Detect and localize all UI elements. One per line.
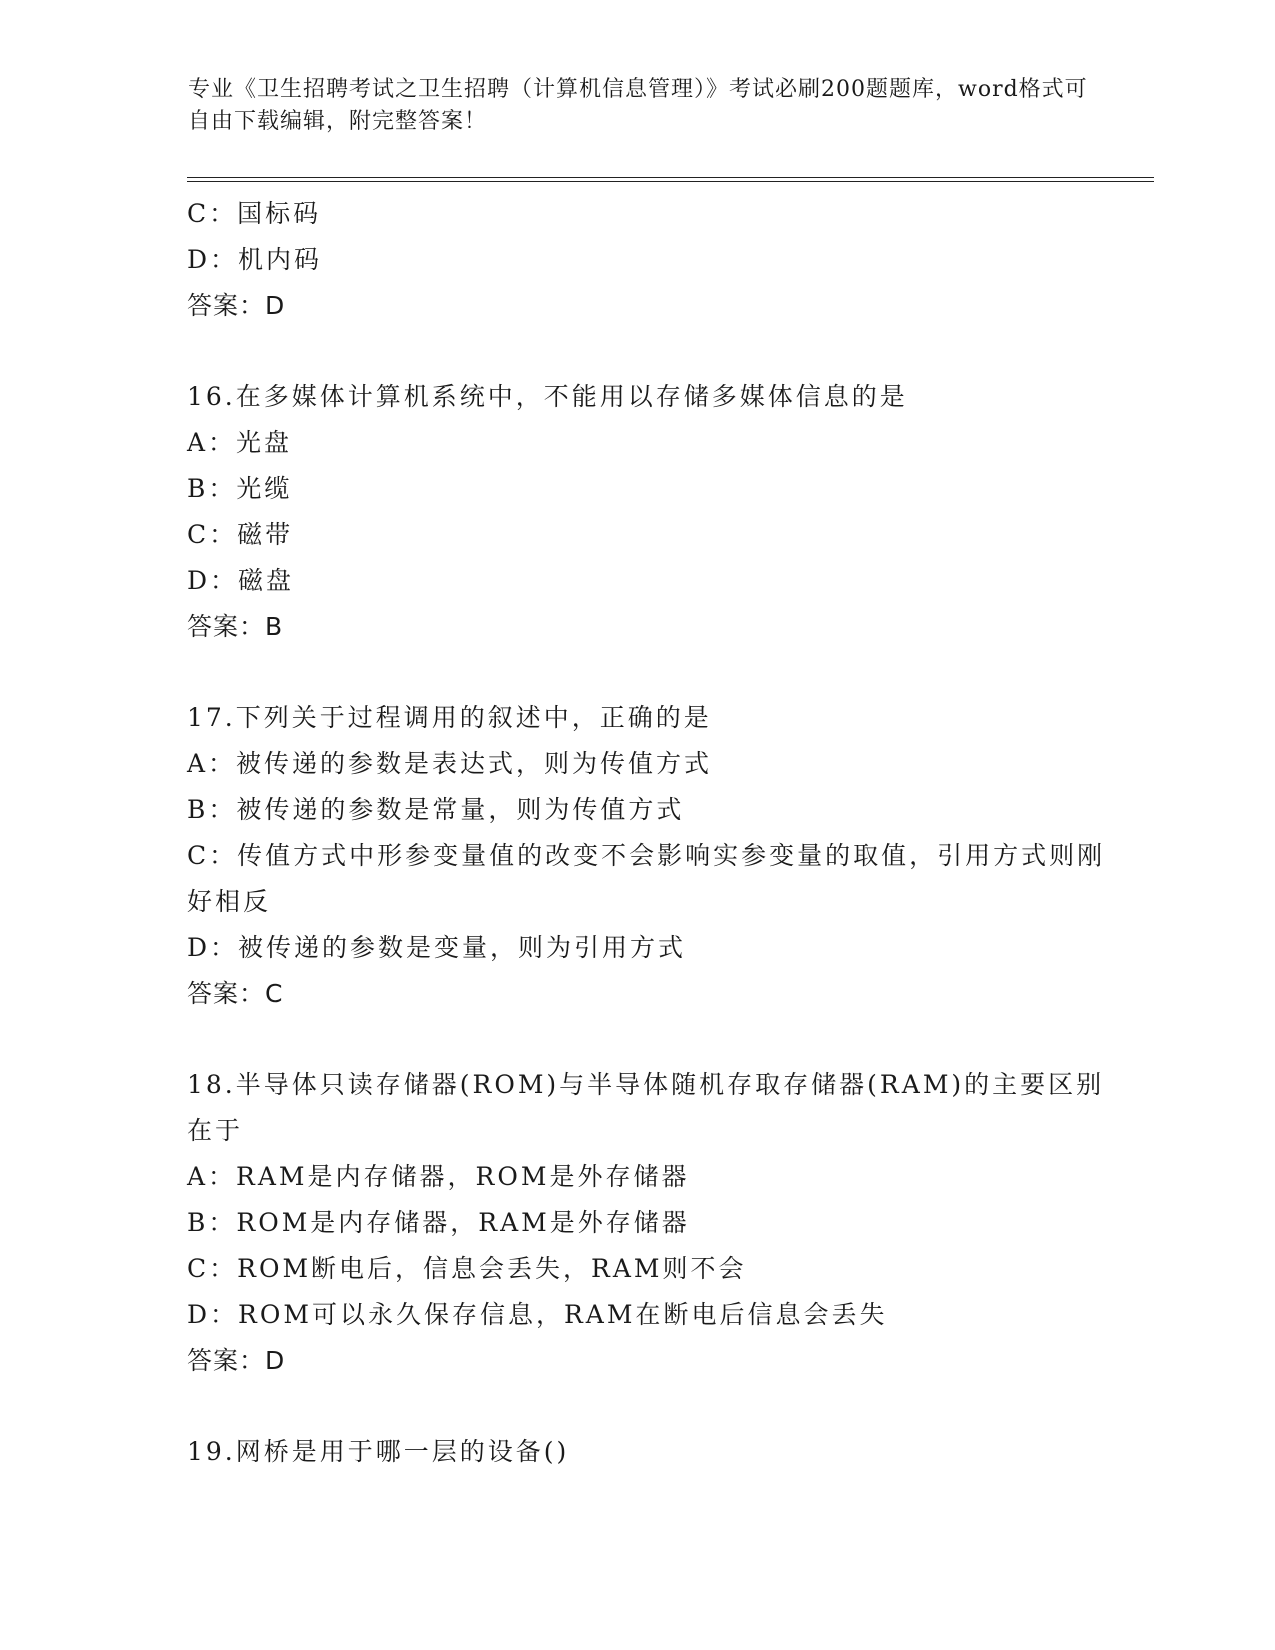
option-b: B：ROM是内存储器，RAM是外存储器 <box>187 1208 690 1237</box>
document-body <box>187 191 1107 1475</box>
option-a: A：RAM是内存储器，ROM是外存储器 <box>187 1162 690 1191</box>
option-c: C：磁带 <box>187 520 294 549</box>
answer: 答案：D <box>187 291 286 320</box>
question-stem: 18.半导体只读存储器(ROM)与半导体随机存取存储器(RAM)的主要区别在于 <box>187 1070 1105 1145</box>
header-divider <box>187 177 1154 182</box>
option-a: A：光盘 <box>187 428 293 457</box>
document-header: 专业《卫生招聘考试之卫生招聘（计算机信息管理）》考试必刷200题题库，word格式可自由下载编辑，附完整答案！ <box>188 77 1088 134</box>
answer: 答案：C <box>187 979 284 1008</box>
answer: 答案：B <box>187 612 284 641</box>
option-c: C：ROM断电后，信息会丢失，RAM则不会 <box>187 1254 747 1283</box>
option-b: B：被传递的参数是常量，则为传值方式 <box>187 795 685 824</box>
question-stem: 19.网桥是用于哪一层的设备() <box>187 1437 570 1466</box>
question-19 <box>187 1429 1107 1475</box>
option-a: A：被传递的参数是表达式，则为传值方式 <box>187 749 713 778</box>
option-c: C：国标码 <box>187 199 322 228</box>
question-stem: 17.下列关于过程调用的叙述中，正确的是 <box>187 703 712 732</box>
option-b: B：光缆 <box>187 474 293 503</box>
option-d: D：机内码 <box>187 245 323 274</box>
answer: 答案：D <box>187 1346 286 1375</box>
question-17 <box>187 695 1107 1017</box>
option-d: D：ROM可以永久保存信息，RAM在断电后信息会丢失 <box>187 1300 888 1329</box>
question-stem: 16.在多媒体计算机系统中，不能用以存储多媒体信息的是 <box>187 382 908 411</box>
question-18 <box>187 1062 1107 1384</box>
question-16 <box>187 374 1107 650</box>
option-d: D：被传递的参数是变量，则为引用方式 <box>187 933 687 962</box>
option-c: C：传值方式中形参变量值的改变不会影响实参变量的取值，引用方式则刚好相反 <box>187 841 1106 916</box>
option-d: D：磁盘 <box>187 566 295 595</box>
question-15-continuation <box>187 191 1107 329</box>
